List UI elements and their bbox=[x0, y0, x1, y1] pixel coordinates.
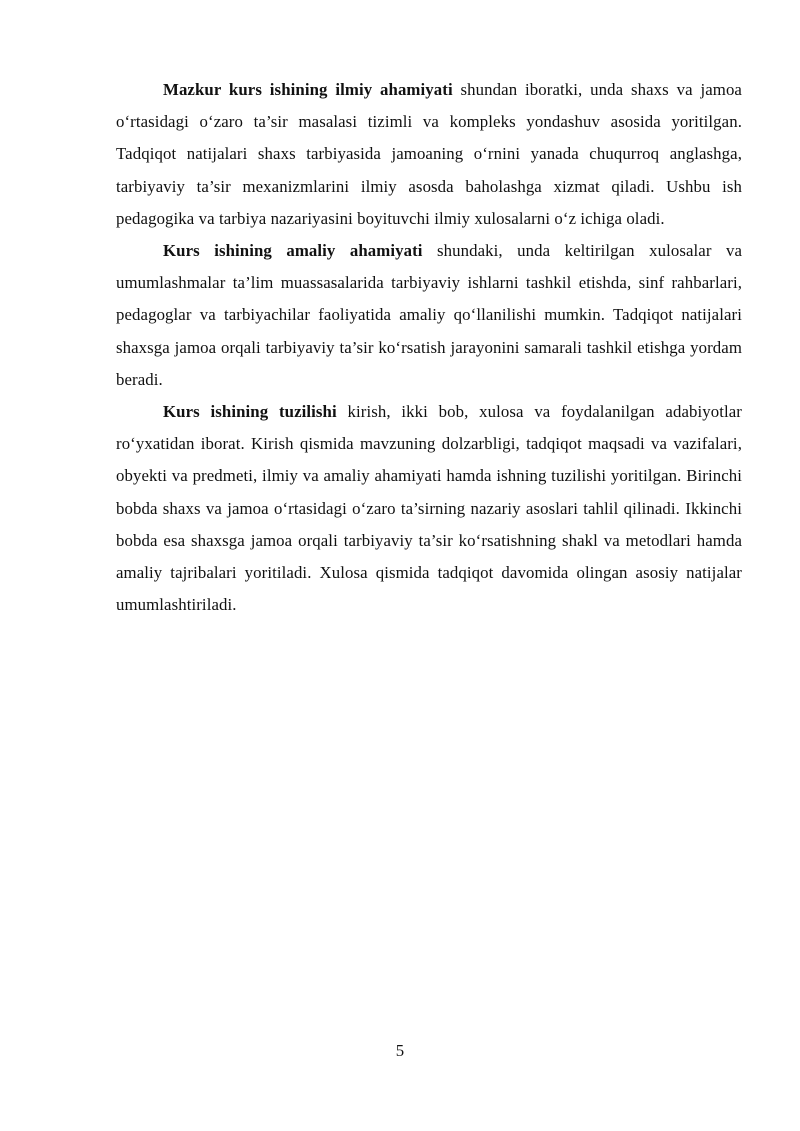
page-number: 5 bbox=[395, 1041, 405, 1060]
paragraph-scientific-significance bbox=[116, 74, 742, 235]
document-body bbox=[116, 74, 742, 621]
paragraph-text: kirish, ikki bob, xulosa va foydalanilgan adabiyotlar ro‘yxatidan iborat. Kirish qismida mavzuning dolzarbligi, tadqiqot maqsadi va vazifalari, obyekti va predmeti, ilmiy va amaliy ahamiyati hamda ishning tuzilishi yoritilgan. Birinchi bobda shaxs va jamoa o‘rtasidagi o‘zaro ta’sirning nazariy asoslari tahlil qilinadi. Ikkinchi bobda esa shaxsga jamoa orqali tarbiyaviy ta’sir ko‘rsatishning shakl va metodlari hamda amaliy tajribalari yoritiladi. Xulosa qismida tadqiqot davomida olingan asosiy natijalar umumlashtiriladi. bbox=[116, 402, 742, 615]
paragraph-structure bbox=[116, 396, 742, 621]
paragraph-practical-significance bbox=[116, 235, 742, 396]
paragraph-lead: Mazkur kurs ishining ilmiy ahamiyati bbox=[163, 80, 453, 99]
paragraph-text: shundan iboratki, unda shaxs va jamoa o‘rtasidagi o‘zaro ta’sir masalasi tizimli va kompleks yondashuv asosida yoritilgan. Tadqiqot natijalari shaxs tarbiyasida jamoaning o‘rnini yanada chuqurroq anglashga, tarbiyaviy ta’sir mexanizmlarini ilmiy asosda baholashga xizmat qiladi. Ushbu ish pedagogika va tarbiya nazariyasini boyituvchi ilmiy xulosalarni o‘z ichiga oladi. bbox=[116, 80, 742, 228]
paragraph-text: shundaki, unda keltirilgan xulosalar va umumlashmalar ta’lim muassasalarida tarbiyaviy ishlarni tashkil etishda, sinf rahbarlari, pedagoglar va tarbiyachilar faoliyatida amaliy qo‘llanilishi mumkin. Tadqiqot natijalari shaxsga jamoa orqali tarbiyaviy ta’sir ko‘rsatish jarayonini samarali tashkil etishga yordam beradi. bbox=[116, 241, 742, 389]
paragraph-lead: Kurs ishining amaliy ahamiyati bbox=[163, 241, 423, 261]
paragraph-lead: Kurs ishining tuzilishi bbox=[163, 402, 337, 422]
